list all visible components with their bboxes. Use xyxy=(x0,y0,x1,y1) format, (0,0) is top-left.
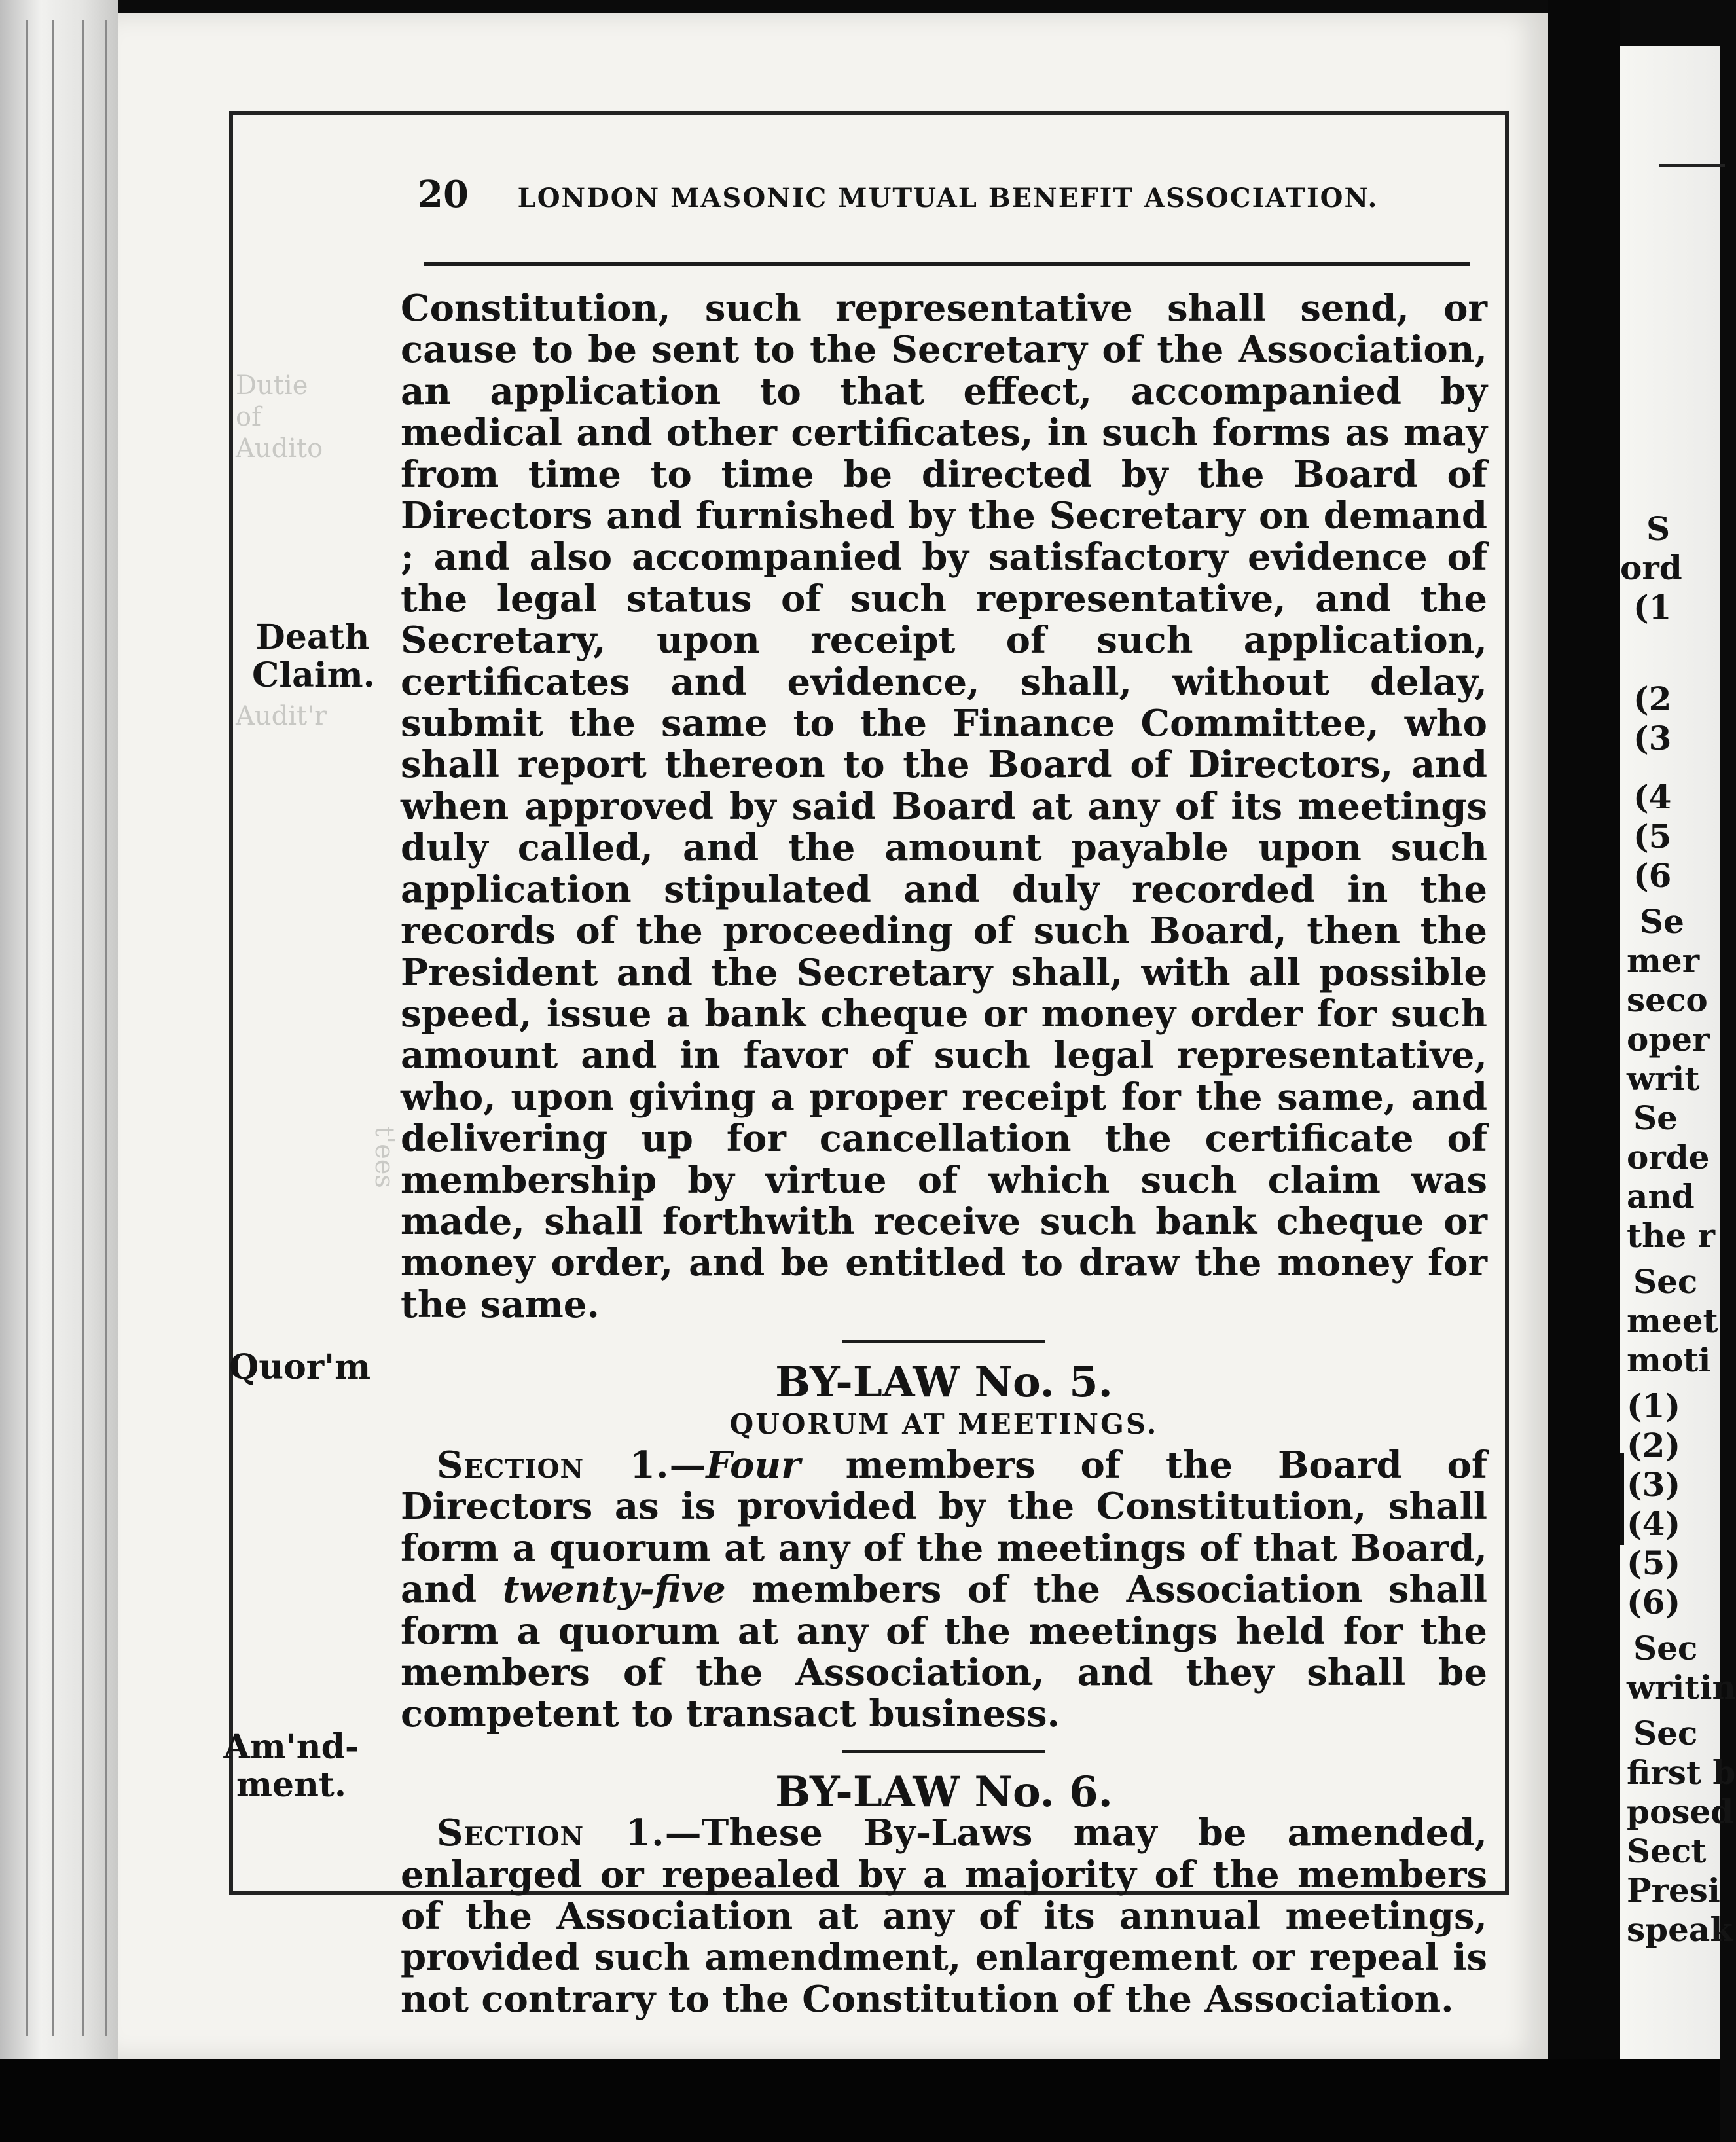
margin-note-quorum xyxy=(229,1347,371,1387)
margin-note-line: ment. xyxy=(236,1765,347,1805)
facing-page-fragment: (4 xyxy=(1633,778,1672,816)
body-text xyxy=(401,288,1487,2020)
ghost-offset-text: Dutie of Audito xyxy=(236,371,323,463)
margin-note-death-claim xyxy=(252,619,373,695)
text-run: These By-Laws may be amended, enlarged or repealed by a majority of the members of the Association at any of its annual meetings, provided such amendment, enlargement or repeal is not contrary to the Constitution of the Association. xyxy=(401,1811,1487,2021)
facing-page-fragment: Sect xyxy=(1627,1832,1707,1870)
margin-note-line: Quor'm xyxy=(229,1347,371,1387)
facing-page-fragment: (5) xyxy=(1627,1544,1681,1582)
facing-page-fragment: (3 xyxy=(1633,719,1672,757)
dash: — xyxy=(669,1443,706,1487)
margin-note-amendment xyxy=(223,1728,360,1804)
bylaw-heading: BY-LAW No. 5. xyxy=(775,1358,1113,1407)
page-gutter xyxy=(1548,0,1620,2142)
section-label: Section 1. xyxy=(437,1811,665,1855)
section-rule xyxy=(842,1340,1045,1343)
facing-page-fragment: meet xyxy=(1627,1301,1718,1340)
facing-page-fragment: ord xyxy=(1620,549,1682,587)
facing-page-fragment: Se xyxy=(1633,1098,1678,1137)
text-run: members of the Board of Directors as is provided by the Constitution, shall form a quorum at any of the meetings of that Board, and xyxy=(401,1443,1488,1612)
facing-page-fragment: writ xyxy=(1627,1059,1700,1098)
facing-page-fragment: (1 xyxy=(1633,588,1672,626)
facing-page-fragment: Sec xyxy=(1633,1629,1698,1667)
italic-text: Four xyxy=(706,1443,801,1487)
facing-page-fragment: (6 xyxy=(1633,856,1672,895)
facing-page-fragment: moti xyxy=(1627,1341,1711,1379)
italic-text: twenty-five xyxy=(502,1568,726,1612)
facing-page-strip xyxy=(1620,46,1736,2075)
facing-page-fragment: (3) xyxy=(1627,1465,1681,1504)
margin-note-line: Claim. xyxy=(252,655,375,695)
facing-page-bar xyxy=(1620,1453,1624,1545)
facing-page-fragment: seco xyxy=(1627,981,1708,1019)
facing-page-fragment: Se xyxy=(1640,902,1684,941)
facing-page-fragment: S xyxy=(1646,509,1671,548)
facing-page-fragment: posed xyxy=(1627,1792,1734,1831)
bylaw-heading: BY-LAW No. 6. xyxy=(775,1767,1113,1817)
facing-page-fragment: and xyxy=(1627,1177,1695,1216)
header-rule xyxy=(424,262,1470,266)
margin-note-line: Death xyxy=(255,617,370,657)
facing-page-fragment: speak xyxy=(1627,1910,1733,1949)
paragraph: Constitution, such representative shall send, or cause to be sent to the Secretary of the Association, an application to that effect, accompanied by medical and other certificates, in such forms as may from time to time be directed by the Board of Directors and furnished by the Secretary on demand ; and also accompanied by satisfactory evidence of the legal status of such representative, and the Secretary, upon receipt of such application, certificates and evidence, shall, without delay, submit the same to the Finance Committee, who shall report thereon to the Board of Directors, and when approved by said Board at any of its meetings duly called, and the amount payable upon such application stipulated and duly recorded in the records of the proceeding of such Board, then the President and the Secretary shall, with all possible speed, issue a bank cheque or money order for such amount and in favor of such legal representative, who, upon giving a proper receipt for the same, and delivering up for cancellation the certificate of membership by virtue of which such claim was made, shall forthwith receive such bank cheque or money order, and be entitled to draw the money for the same. xyxy=(401,287,1487,1326)
facing-page-fragment: (1) xyxy=(1627,1387,1681,1425)
facing-page-fragment: the r xyxy=(1627,1216,1716,1255)
margin-note-line: Am'nd- xyxy=(223,1727,359,1767)
facing-page-fragment: (5 xyxy=(1633,817,1672,856)
facing-page-fragment: mer xyxy=(1627,941,1700,980)
facing-page-fragment: writin xyxy=(1627,1668,1736,1707)
running-title: LONDON MASONIC MUTUAL BENEFIT ASSOCIATION. xyxy=(517,183,1379,213)
facing-page-fragment: (4) xyxy=(1627,1504,1681,1543)
facing-page-rule xyxy=(1659,164,1725,167)
facing-page-fragment: Sec xyxy=(1633,1262,1698,1301)
facing-page-fragment: Sec xyxy=(1633,1714,1698,1752)
bylaw-subheading: QUORUM AT MEETINGS. xyxy=(729,1407,1159,1440)
section-rule xyxy=(842,1750,1045,1753)
bottom-shadow xyxy=(0,2059,1720,2142)
facing-page-fragment: first b xyxy=(1627,1753,1736,1792)
book-left-edge xyxy=(0,0,118,2062)
facing-page-fragment: oper xyxy=(1627,1020,1710,1059)
ghost-offset-text: Audit'r xyxy=(236,701,327,731)
ghost-offset-text: t'ees xyxy=(369,1126,399,1188)
facing-page-fragment: Presi xyxy=(1627,1871,1720,1910)
facing-page-fragment: (2 xyxy=(1633,680,1672,718)
page-number: 20 xyxy=(418,173,469,216)
running-head xyxy=(418,172,1465,217)
paragraph xyxy=(401,1445,1487,1735)
section-label: Section 1. xyxy=(437,1443,670,1487)
facing-page-fragment: orde xyxy=(1627,1138,1710,1176)
dash: — xyxy=(664,1811,702,1855)
paragraph xyxy=(401,1813,1487,2020)
text-run: members of the Association shall form a quorum at any of the meetings held for the members of the Association, and they shall be competent to transact business. xyxy=(401,1568,1487,1736)
facing-page-fragment: (2) xyxy=(1627,1426,1681,1464)
facing-page-fragment: (6) xyxy=(1627,1583,1681,1622)
